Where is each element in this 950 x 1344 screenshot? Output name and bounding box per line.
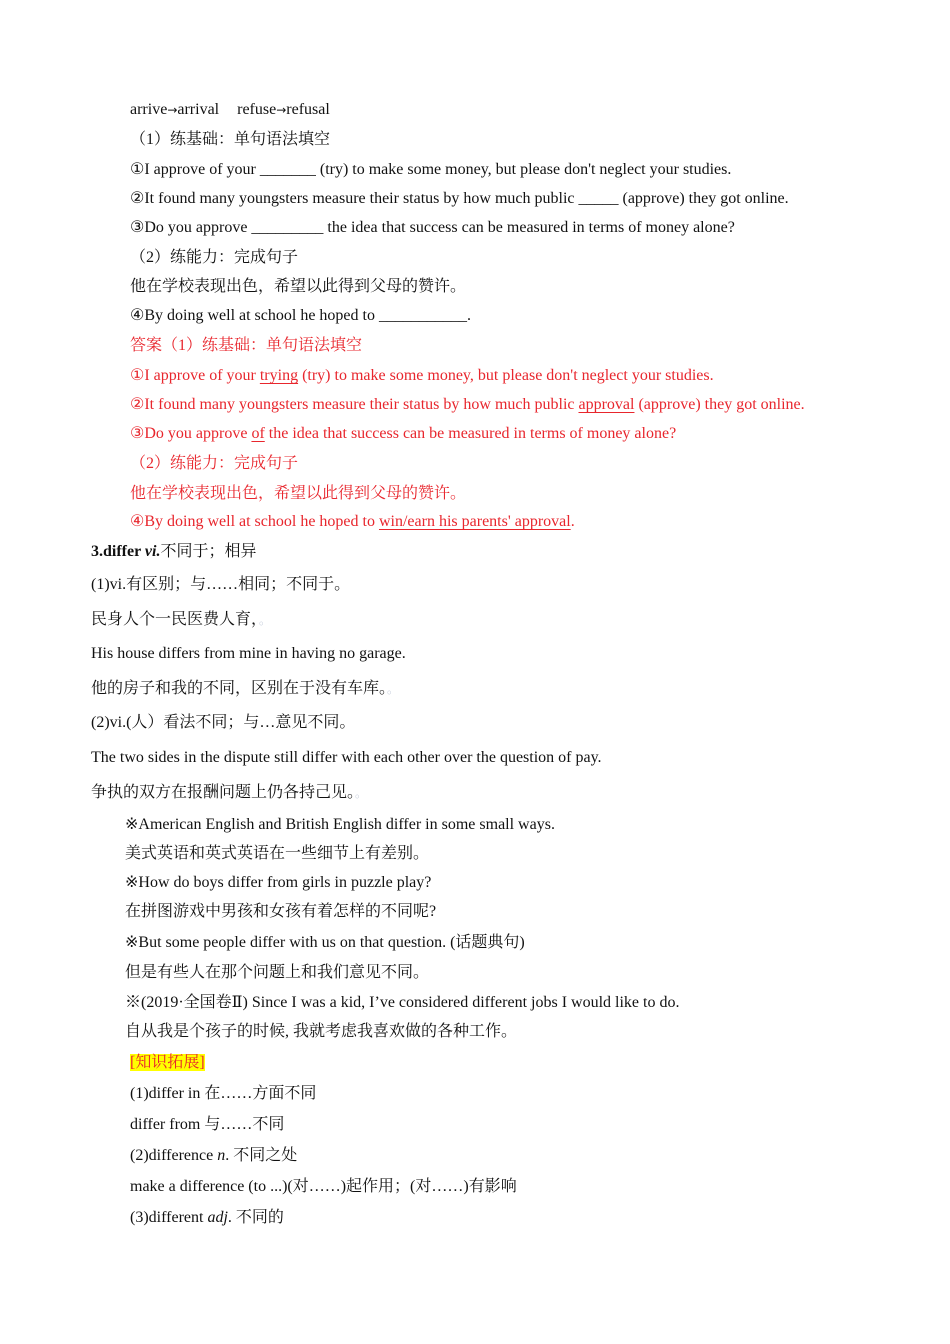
question-3: ③Do you approve _________ the idea that success can be measured in terms of money alone? [130,219,735,236]
extension-3: (2)difference n. 不同之处 [130,1147,298,1164]
question-1: ①I approve of your _______ (try) to make some money, but please don't neglect your studies. [130,161,732,178]
extension-1: (1)differ in 在……方面不同 [130,1085,317,1102]
answer-4-key: win/earn his parents' approval [378,513,571,530]
sense-1-example-1: 民身人个一民医费人育，。 [91,611,272,628]
answer-heading: 答案（1）练基础：单句语法填空 [130,337,363,354]
arrow-icon: → [276,103,287,117]
practice2-heading: （2）练能力：完成句子 [130,249,299,266]
practice1-heading: （1）练基础：单句语法填空 [130,131,331,148]
arrow-icon: → [167,103,178,117]
answer-4-chinese: 他在学校表现出色，希望以此得到父母的赞许。 [130,485,467,502]
question-4: ④By doing well at school he hoped to ___________. [130,307,471,324]
extension-heading: [知识拓展] [130,1054,205,1071]
answer-3: ③Do you approve of the idea that success can be measured in terms of money alone? [130,425,677,442]
question-4-chinese: 他在学校表现出色，希望以此得到父母的赞许。 [130,278,467,295]
example-2: ※How do boys differ from girls in puzzle play? [125,874,432,891]
answer-4: ④By doing well at school he hoped to win/earn his parents' approval. [130,513,575,530]
word-arrival: arrival [177,101,220,118]
answer-1: ①I approve of your trying (try) to make some money, but please don't neglect your studies. [130,367,714,384]
example-3: ※But some people differ with us on that question. (话题典句) [125,934,525,951]
answer-3-key: of [251,425,265,442]
extension-2: differ from 与……不同 [130,1116,285,1133]
sense-1: (1)vi.有区别；与……相同；不同于。 [91,576,351,593]
answer-1-key: trying [259,367,299,384]
word-refuse: refuse [237,101,277,118]
sense-1-example-2-chinese: 他的房子和我的不同，区别在于没有车库。。 [91,680,400,697]
sense-2-example-chinese: 争执的双方在报酬问题上仍各持己见。。 [91,784,368,801]
word-refusal: refusal [286,101,330,118]
word-arrive: arrive [130,101,168,118]
example-3-chinese: 但是有些人在那个问题上和我们意见不同。 [125,964,430,981]
entry-heading: 3.differ vi.不同于；相异 [91,543,257,560]
question-2: ②It found many youngsters measure their status by how much public _____ (approve) they got online. [130,190,789,207]
example-4: ※(2019·全国卷Ⅱ) Since I was a kid, I’ve considered different jobs I would like to do. [125,994,680,1011]
example-1-chinese: 美式英语和英式英语在一些细节上有差别。 [125,845,430,862]
example-4-chinese: 自从我是个孩子的时候, 我就考虑我喜欢做的各种工作。 [125,1023,518,1040]
extension-4: make a difference (to ...)(对……)起作用；(对……)有影响 [130,1178,517,1195]
example-1: ※American English and British English differ in some small ways. [125,816,555,833]
word-forms-line [130,100,330,120]
sense-2: (2)vi.(人）看法不同；与…意见不同。 [91,714,356,731]
extension-5: (3)different adj. 不同的 [130,1209,284,1226]
sense-2-example: The two sides in the dispute still differ with each other over the question of pay. [91,749,602,766]
answer-2-key: approval [578,396,635,413]
sense-1-example-2: His house differs from mine in having no garage. [91,645,406,662]
answer-2: ②It found many youngsters measure their status by how much public approval (approve) they got online. [130,396,805,413]
answer-practice2-heading: （2）练能力：完成句子 [130,455,299,472]
example-2-chinese: 在拼图游戏中男孩和女孩有着怎样的不同呢? [125,903,437,920]
